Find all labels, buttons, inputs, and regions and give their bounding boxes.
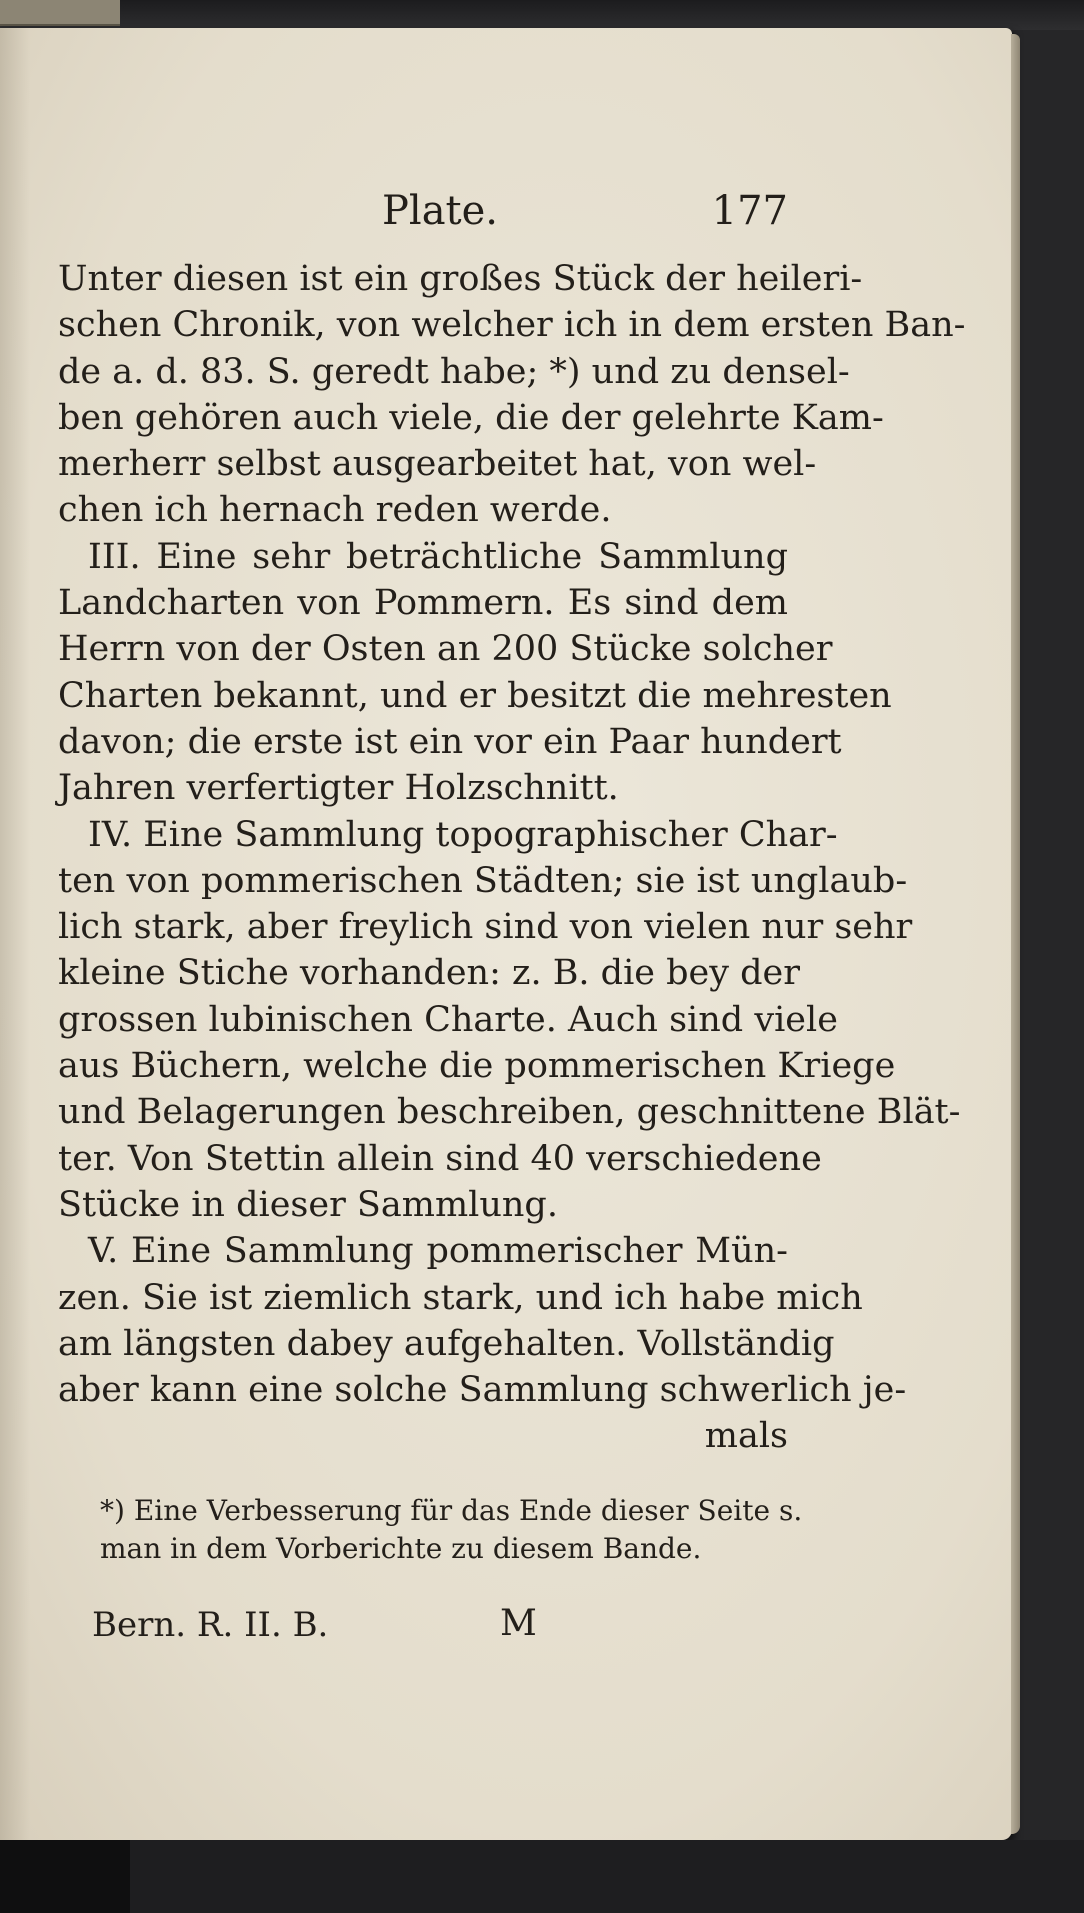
text-line: grossen lubinischen Charte. Auch sind viele [58,999,838,1040]
footnote-line: *) Eine Verbesserung für das Ende dieser Seite s. [100,1494,803,1527]
text-line: ben gehören auch viele, die der gelehrte Kam- [58,397,884,438]
text-line: zen. Sie ist ziemlich stark, und ich habe mich [58,1277,863,1318]
page-footer [92,1605,792,1655]
text-line: ter. Von Stettin allein sind 40 verschiedene [58,1138,822,1179]
text-line: de a. d. 83. S. geredt habe; *) und zu densel- [58,351,850,392]
text-line-end: mals [704,1416,788,1457]
background-bottom-left [0,1840,130,1913]
text-line: Landcharten von Pommern. Es sind dem [58,583,788,624]
text-line: aus Büchern, welche die pommerischen Kriege [58,1046,896,1087]
page-number: 177 [711,188,788,234]
previous-page-edge [0,0,120,26]
background-top [0,0,1084,30]
text-line: Jahren verfertigter Holzschnitt. [58,768,619,809]
section-heading-line: IV. Eine Sammlung topographischer Char- [88,814,838,855]
catchword: M [500,1603,537,1644]
text-line: Stücke in dieser Sammlung. [58,1184,558,1225]
text-line: aber kann eine solche Sammlung schwerlich je- [58,1370,907,1411]
running-title: Plate. [382,188,499,234]
text-line: Herrn von der Osten an 200 Stücke solcher [58,629,833,670]
body-text [58,256,966,1460]
text-line: ten von pommerischen Städten; sie ist unglaub- [58,860,908,901]
signature-mark: Bern. R. II. B. [92,1605,329,1645]
page-gutter [0,28,30,1840]
background-bottom [0,1840,1084,1913]
text-line: Charten bekannt, und er besitzt die mehresten [58,675,892,716]
section-heading-line: V. Eine Sammlung pommerischer Mün- [88,1231,788,1272]
footnote [100,1492,803,1568]
text-line: lich stark, aber freylich sind von vielen nur sehr [58,907,913,948]
text-line: kleine Stiche vorhanden: z. B. die bey der [58,953,800,994]
section-heading-line: III. Eine sehr beträchtliche Sammlung [88,536,788,577]
running-header [58,188,788,238]
text-line: davon; die erste ist ein vor ein Paar hundert [58,721,842,762]
text-line: am längsten dabey aufgehalten. Vollständig [58,1323,835,1364]
footnote-line: man in dem Vorberichte zu diesem Bande. [100,1532,702,1565]
text-line: und Belagerungen beschreiben, geschnittene Blät- [58,1092,961,1133]
text-line: chen ich hernach reden werde. [58,490,612,531]
page-edge [1011,34,1020,1834]
text-line: schen Chronik, von welcher ich in dem ersten Ban- [58,305,966,346]
text-line: merherr selbst ausgearbeitet hat, von wel- [58,444,817,485]
text-line: Unter diesen ist ein großes Stück der heileri- [58,259,863,299]
